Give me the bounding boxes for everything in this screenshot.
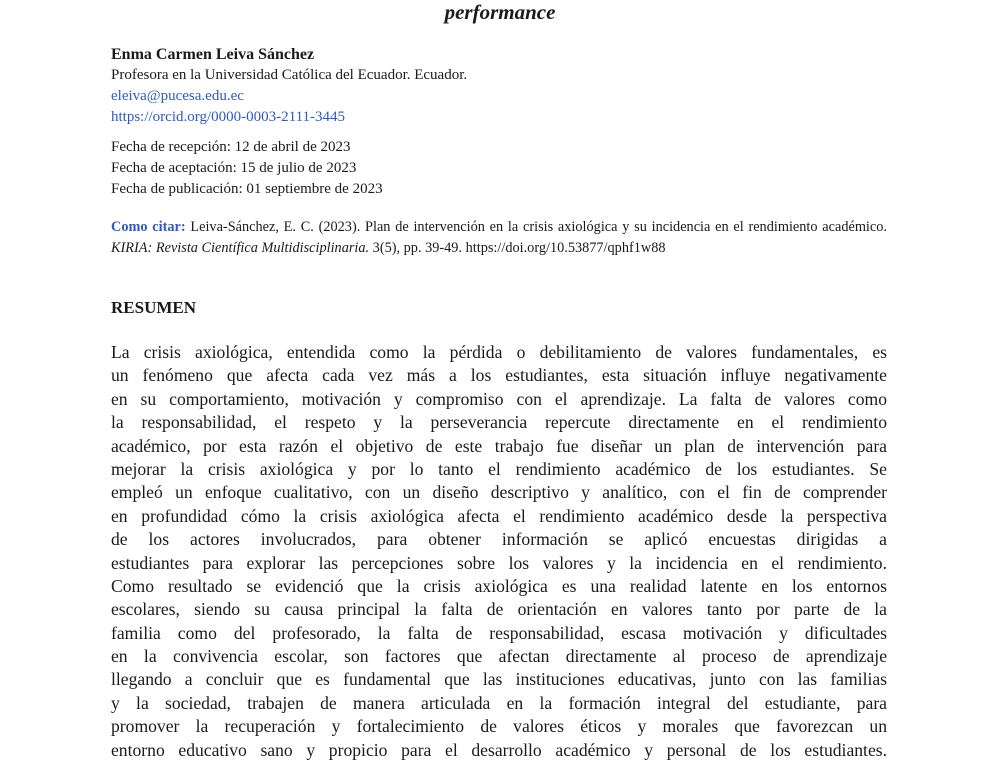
- article-title-fragment: performance: [444, 0, 556, 24]
- abstract-line: de los actores involucrados, para obtener información se aplicó encuestas dirigidas a: [111, 529, 887, 550]
- date-published: Fecha de publicación: 01 septiembre de 2023: [111, 181, 383, 197]
- abstract-line: promover la recuperación y fortalecimiento de valores éticos y morales que favorezcan un: [111, 716, 887, 737]
- author-orcid-link[interactable]: https://orcid.org/0000-0003-2111-3445: [111, 109, 346, 125]
- abstract-line: Como resultado se evidenció que la crisis axiológica es una realidad latente en los entornos: [111, 575, 887, 596]
- date-accepted: Fecha de aceptación: 15 de julio de 2023: [111, 160, 357, 176]
- abstract-line: académico, por esta razón el objetivo de este trabajo fue diseñar un plan de intervención para: [111, 435, 887, 456]
- citation-doi[interactable]: https://doi.org/10.53877/qphf1w88: [465, 240, 666, 256]
- publication-dates: [111, 137, 891, 200]
- abstract-line: en la convivencia escolar, son factores que afectan directamente al proceso de aprendizaje: [111, 646, 887, 667]
- abstract-line: escolares, siendo su causa principal la falta de orientación en valores tanto por parte de la: [111, 599, 887, 620]
- abstract-line: La crisis axiológica, entendida como la pérdida o debilitamiento de valores fundamentales, es: [111, 342, 887, 362]
- abstract-text: [111, 341, 887, 762]
- citation-text: Leiva-Sánchez, E. C. (2023). Plan de intervención en la crisis axiológica y su incidencia en el rendimiento académico.: [185, 219, 887, 235]
- abstract-line: un fenómeno que afecta cada vez más a los estudiantes, esta situación influye negativamente: [111, 365, 887, 386]
- author-name: Enma Carmen Leiva Sánchez: [111, 46, 315, 63]
- abstract-line: estudiantes para explorar las percepciones sobre los valores y la incidencia en el rendimiento.: [111, 552, 887, 573]
- author-email-link[interactable]: eleiva@pucesa.edu.ec: [111, 88, 244, 104]
- abstract-line: la responsabilidad, el respeto y la perseverancia repercute directamente en el rendimiento: [111, 412, 887, 433]
- abstract-line: y la sociedad, trabajen de manera articulada en la formación integral del estudiante, para: [111, 692, 887, 713]
- date-received: Fecha de recepción: 12 de abril de 2023: [111, 139, 351, 155]
- citation-journal: KIRIA: Revista Científica Multidisciplinaria.: [111, 240, 370, 256]
- abstract-line: en profundidad cómo la crisis axiológica afecta el rendimiento académico desde la perspectiva: [111, 505, 887, 526]
- section-heading-resumen: RESUMEN: [111, 298, 197, 317]
- abstract-line: familia como del profesorado, la falta de responsabilidad, escasa motivación y dificultades: [111, 622, 887, 643]
- abstract-line: mejorar la crisis axiológica y por lo tanto el rendimiento académico de los estudiantes. Se: [111, 458, 887, 479]
- abstract-line: empleó un enfoque cualitativo, con un diseño descriptivo y analítico, con el fin de comprender: [111, 482, 887, 503]
- abstract-line: llegando a concluir que es fundamental que las instituciones educativas, junto con las familias: [111, 669, 887, 690]
- abstract-line: en su comportamiento, motivación y compromiso con el aprendizaje. La falta de valores como: [111, 388, 887, 409]
- author-block: [111, 44, 891, 128]
- author-affiliation: Profesora en la Universidad Católica del Ecuador. Ecuador.: [111, 67, 468, 83]
- citation-block: [111, 217, 887, 259]
- citation-volume-pages: 3(5), pp. 39-49.: [369, 240, 463, 256]
- citation-label: Como citar:: [111, 219, 186, 235]
- abstract-line: entorno educativo sano y propicio para el desarrollo académico y personal de los estudiantes.: [111, 739, 887, 760]
